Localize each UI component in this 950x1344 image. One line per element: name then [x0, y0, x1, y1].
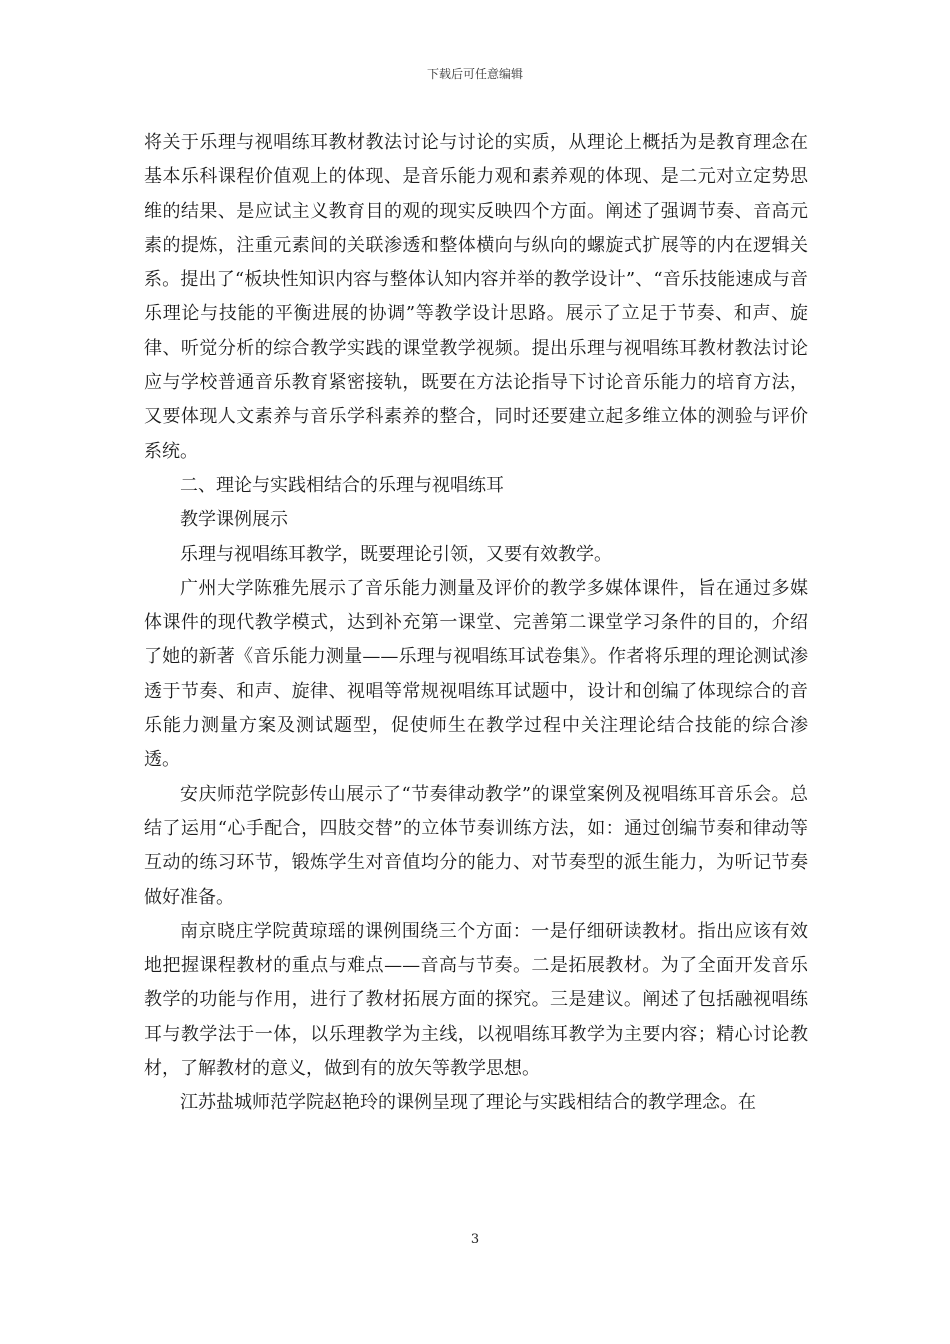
document-body — [144, 126, 808, 1121]
section-heading-line-1: 二、理论与实践相结合的乐理与视唱练耳 — [180, 474, 504, 496]
section-heading-line-2: 教学课例展示 — [180, 509, 288, 531]
paragraph-2: 乐理与视唱练耳教学，既要理论引领，又要有效教学。 — [180, 543, 612, 565]
paragraph-4: 安庆师范学院彭传山展示了“节奏律动教学”的课堂案例及视唱练耳音乐会。总结了运用“心手配合，四肢交替”的立体节奏训练方法，如：通过创编节奏和律动等互动的练习环节，锻炼学生对音值均分的能力、对节奏型的派生能力，为听记节奏做好准备。 — [144, 783, 808, 908]
paragraph-6: 江苏盐城师范学院赵艳玲的课例呈现了理论与实践相结合的教学理念。在 — [180, 1092, 756, 1114]
page-number: 3 — [470, 1232, 480, 1247]
paragraph-5: 南京晓庄学院黄琼瑶的课例围绕三个方面：一是仔细研读教材。指出应该有效地把握课程教材的重点与难点——音高与节奏。二是拓展教材。为了全面开发音乐教学的功能与作用，进行了教材拓展方面的探究。三是建议。阐述了包括融视唱练耳与教学法于一体，以乐理教学为主线，以视唱练耳教学为主要内容；精心讨论教材，了解教材的意义，做到有的放矢等教学思想。 — [144, 920, 808, 1080]
page-header: 下载后可任意编辑 — [426, 67, 523, 81]
paragraph-1: 将关于乐理与视唱练耳教材教法讨论与讨论的实质，从理论上概括为是教育理念在基本乐科课程价值观上的体现、是音乐能力观和素养观的体现、是二元对立定势思维的结果、是应试主义教育目的观的现实反映四个方面。阐述了强调节奏、音高元素的提炼，注重元素间的关联渗透和整体横向与纵向的螺旋式扩展等的内在逻辑关系。提出了“板块性知识内容与整体认知内容并举的教学设计”、“音乐技能速成与音乐理论与技能的平衡进展的协调”等教学设计思路。展示了立足于节奏、和声、旋律、听觉分析的综合教学实践的课堂教学视频。提出乐理与视唱练耳教材教法讨论应与学校普通音乐教育紧密接轨，既要在方法论指导下讨论音乐能力的培育方法，又要体现人文素养与音乐学科素养的整合，同时还要建立起多维立体的测验与评价系统。 — [144, 132, 808, 462]
paragraph-3: 广州大学陈雅先展示了音乐能力测量及评价的教学多媒体课件，旨在通过多媒体课件的现代教学模式，达到补充第一课堂、完善第二课堂学习条件的目的，介绍了她的新著《音乐能力测量——乐理与视唱练耳试卷集》。作者将乐理的理论测试渗透于节奏、和声、旋律、视唱等常规视唱练耳试题中，设计和创编了体现综合的音乐能力测量方案及测试题型，促使师生在教学过程中关注理论结合技能的综合渗透。 — [144, 577, 808, 771]
